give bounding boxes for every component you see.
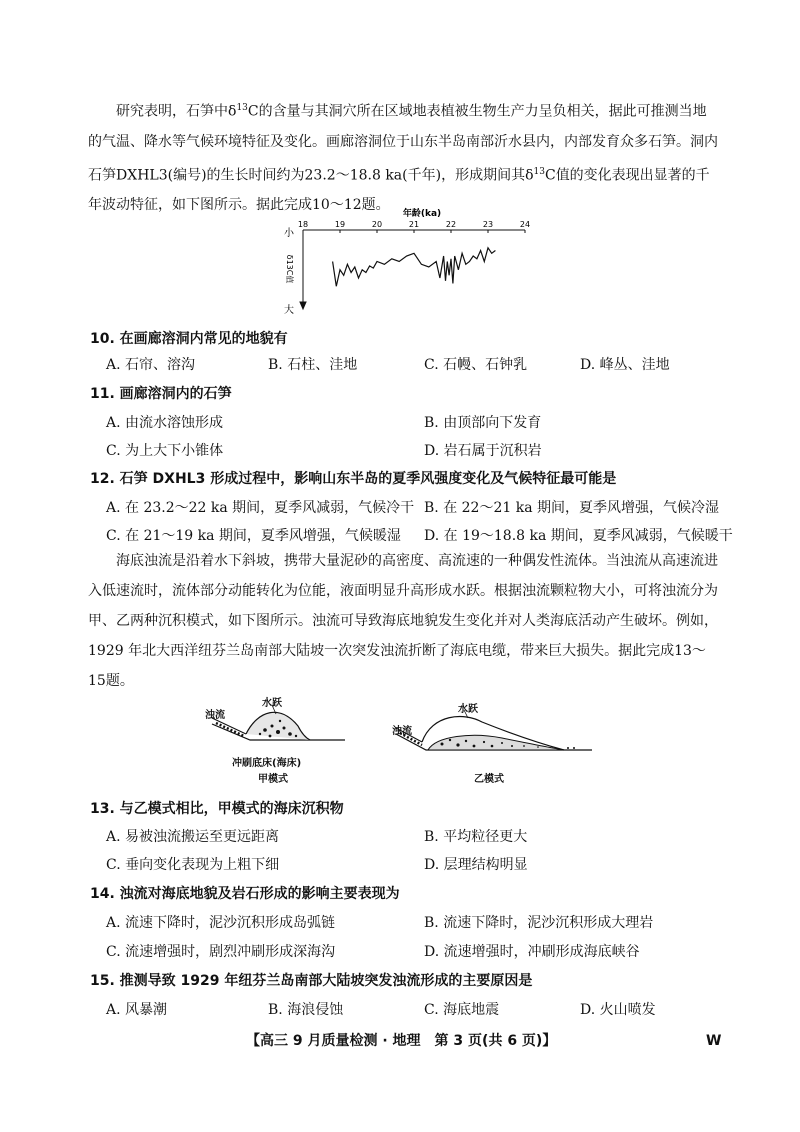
x-tick-label: 20 (371, 220, 383, 229)
q15-option-d[interactable]: D. 火山喷发 (580, 1002, 656, 1018)
q14-option-d[interactable]: D. 流速增强时，冲刷形成海底峡谷 (424, 944, 640, 960)
d13c-chart (275, 203, 535, 315)
y-axis-label: δ13C值 (285, 254, 294, 284)
question-11-stem: 11. 画廊溶洞内的石笋 (90, 386, 232, 402)
x-tick-label: 19 (334, 220, 346, 229)
page-footer: 【高三 9 月质量检测 · 地理 第 3 页(共 6 页)】 (246, 1033, 557, 1049)
model-a-title: 甲模式 (258, 774, 288, 785)
y-bottom-label: 大 (284, 305, 294, 315)
q12-option-c[interactable]: C. 在 21～19 ka 期间，夏季风增强，气候暖湿 (106, 528, 401, 544)
q12-option-b[interactable]: B. 在 22～21 ka 期间，夏季风增强，气候冷湿 (424, 500, 719, 516)
q13-option-a[interactable]: A. 易被浊流搬运至更远距离 (106, 829, 280, 845)
q13-option-c[interactable]: C. 垂向变化表现为上粗下细 (106, 857, 280, 873)
q14-option-c[interactable]: C. 流速增强时，剧烈冲刷形成深海沟 (106, 944, 336, 960)
question-13-stem: 13. 与乙模式相比，甲模式的海床沉积物 (90, 801, 344, 817)
q12-option-a[interactable]: A. 在 23.2～22 ka 期间，夏季风减弱，气候冷干 (106, 500, 415, 516)
question-15-stem: 15. 推测导致 1929 年纽芬兰岛南部大陆坡突发浊流形成的主要原因是 (90, 973, 533, 989)
q13-option-d[interactable]: D. 层理结构明显 (424, 857, 528, 873)
model-a-turbidity-label: 浊流 (205, 710, 225, 721)
intro-paragraph-1: 研究表明，石笋中$\delta^{13}C$的含量与其洞穴所在区域地表植被生物生产力呈负相关，据此可推测当地的气温、降水等气候环境特征及变化。画廊溶洞位于山东半岛南部沂水县内，内部发育众多石笋。洞内石笋DXHL3(编号)的生长时间约为23.2～18.8 ka(千年)，形成期间其$\delta^{13}C$值的变化表现出显著的千年波动特征，如下图所示。据此完成10～12题。 (88, 103, 718, 214)
model-b-title: 乙模式 (474, 774, 504, 785)
q11-option-b[interactable]: B. 由顶部向下发育 (424, 415, 542, 431)
q10-option-b[interactable]: B. 石柱、洼地 (268, 357, 358, 373)
model-b-hydraulic-jump-label: 水跃 (458, 704, 478, 715)
q10-option-c[interactable]: C. 石幔、石钟乳 (424, 357, 528, 373)
series-line-d13c (333, 248, 496, 286)
q13-option-b[interactable]: B. 平均粒径更大 (424, 829, 528, 845)
q10-option-d[interactable]: D. 峰丛、洼地 (580, 357, 670, 373)
q11-option-d[interactable]: D. 岩石属于沉积岩 (424, 443, 542, 459)
turbidity-model-b-diagram (392, 700, 602, 760)
q14-option-a[interactable]: A. 流速下降时，泥沙沉积形成岛弧链 (106, 915, 336, 931)
q10-option-a[interactable]: A. 石帘、溶沟 (106, 357, 196, 373)
q15-option-b[interactable]: B. 海浪侵蚀 (268, 1002, 344, 1018)
q11-option-a[interactable]: A. 由流水溶蚀形成 (106, 415, 224, 431)
y-axis-arrow (300, 302, 306, 309)
footer-mark: W (706, 1033, 722, 1049)
x-tick-label: 21 (408, 220, 420, 229)
q14-option-b[interactable]: B. 流速下降时，泥沙沉积形成大理岩 (424, 915, 654, 931)
model-a-scour-bed-label: 冲刷底床(海床) (232, 758, 302, 769)
x-tick-label: 18 (297, 220, 309, 229)
model-a-hydraulic-jump-label: 水跃 (262, 698, 282, 709)
question-10-stem: 10. 在画廊溶洞内常见的地貌有 (90, 331, 288, 347)
y-top-label: 小 (284, 228, 294, 239)
question-14-stem: 14. 浊流对海底地貌及岩石形成的影响主要表现为 (90, 886, 400, 902)
q15-option-a[interactable]: A. 风暴潮 (106, 1002, 168, 1018)
q12-option-d[interactable]: D. 在 19～18.8 ka 期间，夏季风减弱，气候暖干 (424, 528, 733, 544)
x-tick-label: 24 (519, 220, 531, 229)
q15-option-c[interactable]: C. 海底地震 (424, 1002, 500, 1018)
intro-paragraph-2: 海底浊流是沿着水下斜坡，携带大量泥砂的高密度、高流速的一种偶发性流体。当浊流从高速流进入低速流时，流体部分动能转化为位能，液面明显升高形成水跃。根据浊流颗粒物大小，可将浊流分为甲、乙两种沉积模式，如下图所示。浊流可导致海底地貌发生变化并对人类海底活动产生破坏。例如，1929 年北大西洋纽芬兰岛南部大陆坡一次突发浊流折断了海底电缆，带来巨大损失。据此完成13～15题。 (88, 553, 718, 689)
x-axis-label: 年龄(ka) (402, 209, 442, 219)
q11-option-c[interactable]: C. 为上大下小锥体 (106, 443, 224, 459)
x-tick-label: 23 (482, 220, 494, 229)
model-b-turbidity-label: 浊流 (392, 726, 412, 737)
x-tick-label: 22 (445, 220, 457, 229)
question-12-stem: 12. 石笋 DXHL3 形成过程中，影响山东半岛的夏季风强度变化及气候特征最可能是 (90, 471, 617, 487)
